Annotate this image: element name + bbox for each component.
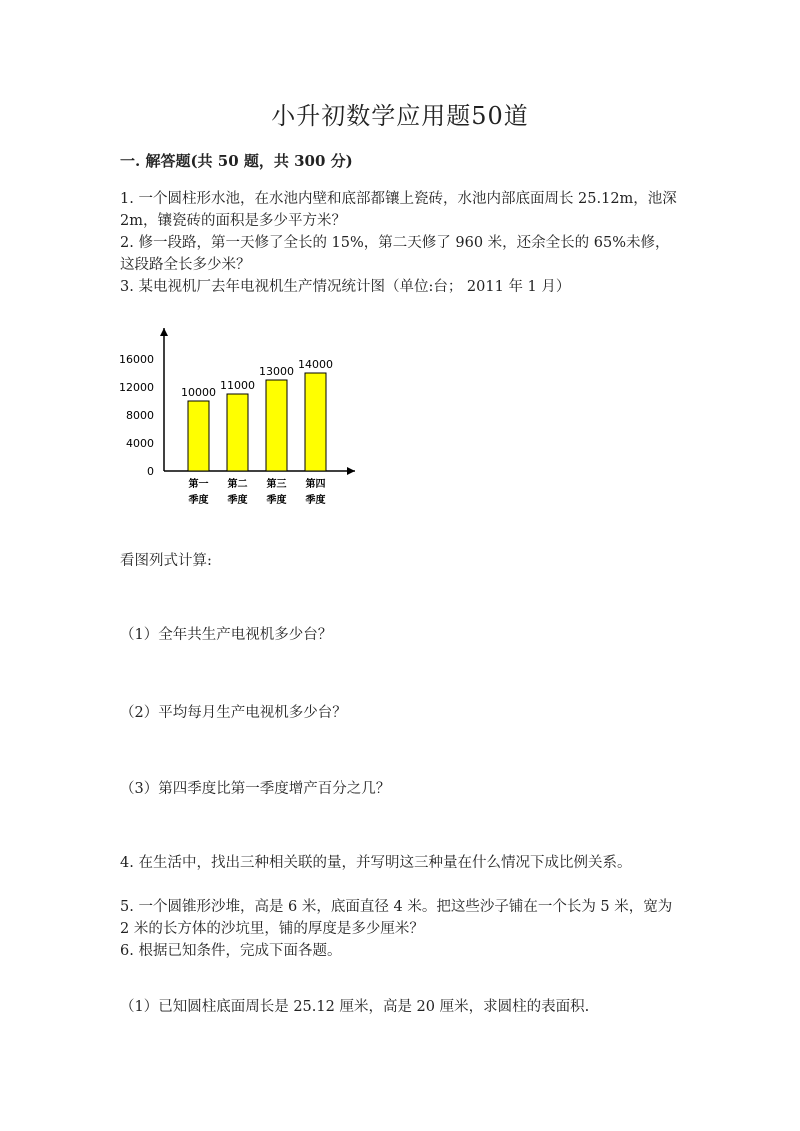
bar (188, 401, 209, 471)
x-tick-label: 季度 (227, 495, 248, 506)
question-6: 6. 根据已知条件，完成下面各题。 (120, 943, 342, 959)
y-tick-label: 4000 (126, 437, 154, 450)
bar-data-label: 13000 (259, 365, 294, 378)
x-tick-label: 第三 (266, 479, 287, 490)
bar-data-label: 14000 (298, 358, 333, 371)
y-tick-label: 16000 (119, 353, 154, 366)
question-3: 3. 某电视机厂去年电视机生产情况统计图（单位:台； 2011 年 1 月） (120, 279, 571, 295)
question-2: 2. 修一段路，第一天修了全长的 15%，第二天修了 960 米，还余全长的 65%未修，这段路全长多少米？ (120, 235, 670, 273)
bar-data-label: 11000 (220, 379, 255, 392)
question-1: 1. 一个圆柱形水池，在水池内壁和底部都镶上瓷砖，水池内部底面周长 25.12m，池深 2m，镶瓷砖的面积是多少平方米？ (120, 191, 677, 229)
question-3-prompt: 看图列式计算: (120, 553, 212, 569)
page-title: 小升初数学应用题50道 (271, 102, 529, 130)
bar (227, 394, 248, 471)
section-heading: 一. 解答题(共 50 题，共 300 分) (120, 152, 353, 170)
question-5: 5. 一个圆锥形沙堆，高是 6 米，底面直径 4 米。把这些沙子铺在一个长为 5 米，宽为 2 米的长方体的沙坑里，铺的厚度是多少厘米？ (120, 899, 673, 937)
x-axis-arrow (347, 467, 355, 475)
question-4: 4. 在生活中，找出三种相关联的量，并写明这三种量在什么情况下成比例关系。 (120, 855, 632, 871)
y-axis-arrow (160, 328, 168, 336)
x-tick-label: 季度 (305, 495, 326, 506)
x-tick-label: 第四 (305, 479, 326, 490)
production-bar-chart (110, 318, 380, 518)
question-3-sub-2: （2）平均每月生产电视机多少台？ (120, 705, 347, 721)
question-6-sub-1: （1）已知圆柱底面周长是 25.12 厘米，高是 20 厘米，求圆柱的表面积. (120, 999, 590, 1015)
x-tick-label: 第二 (227, 479, 248, 490)
bar (266, 380, 287, 471)
question-3-sub-3: （3）第四季度比第一季度增产百分之几？ (120, 781, 391, 797)
bar (305, 373, 326, 471)
y-tick-label: 8000 (126, 409, 154, 422)
x-tick-label: 季度 (266, 495, 287, 506)
x-tick-label: 第一 (188, 479, 209, 490)
bar-data-label: 10000 (181, 386, 216, 399)
x-tick-label: 季度 (188, 495, 209, 506)
y-tick-label: 12000 (119, 381, 154, 394)
y-tick-label: 0 (147, 465, 154, 478)
question-3-sub-1: （1）全年共生产电视机多少台？ (120, 627, 333, 643)
